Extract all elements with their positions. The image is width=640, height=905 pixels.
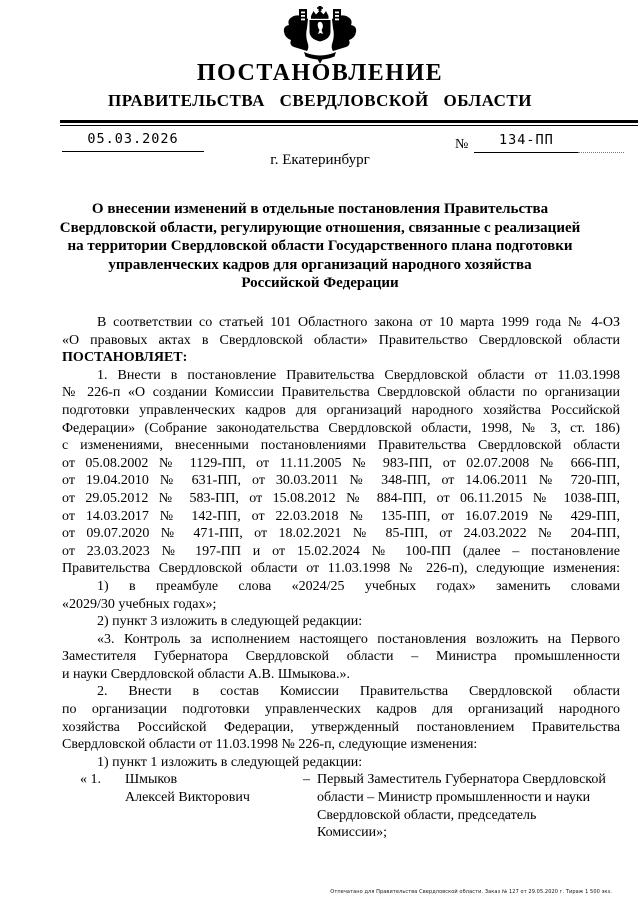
org-name-heading: ПРАВИТЕЛЬСТВА СВЕРДЛОВСКОЙ ОБЛАСТИ bbox=[108, 91, 532, 110]
text-line: ПОСТАНОВЛЯЕТ: bbox=[62, 350, 188, 366]
text-line: Свердловской области, регулирующие отношения, связанные с реализацией bbox=[59, 219, 581, 236]
decree-title bbox=[22, 200, 618, 293]
text-line: по организации подготовки управленческих кадров для организаций народного bbox=[62, 702, 620, 718]
text-line: № 226-п «О создании Комиссии Правительства Свердловской области по организации bbox=[62, 385, 620, 401]
text-line: Свердловской области, председатель bbox=[317, 807, 537, 823]
text-line: О внесении изменений в отдельные постановления Правительства bbox=[91, 201, 549, 217]
text-line: Первый Заместитель Губернатора Свердловской bbox=[317, 772, 606, 788]
decree-body bbox=[62, 314, 620, 842]
header-rule bbox=[60, 120, 638, 126]
text-line: от 23.03.2023 № 197-ПП и от 15.02.2024 № 100-ПП (далее – постановление bbox=[62, 543, 620, 559]
date-field: 05.03.2026 bbox=[62, 131, 204, 152]
text-line: области – Министр промышленности и науки bbox=[317, 790, 591, 806]
text-line: «О правовых актах в Свердловской области» Правительство Свердловской области bbox=[62, 332, 620, 348]
body-lines bbox=[62, 314, 620, 771]
dash-separator: – bbox=[303, 772, 310, 788]
text-line: 1. Внести в постановление Правительства Свердловской области от 11.03.1998 bbox=[97, 367, 620, 383]
text-line: В соответствии со статьей 101 Областного закона от 10 марта 1999 года № 4-ОЗ bbox=[97, 315, 620, 330]
imprint-footnote: Отпечатано для Правительства Свердловской области. Заказ № 127 от 29.05.2020 г. Тираж 1 500 экз. bbox=[330, 889, 612, 895]
text-line: и науки Свердловской области А.В. Шмыкова.». bbox=[62, 666, 350, 682]
text-line: Свердловской области от 11.03.1998 № 226-п, следующие изменения: bbox=[62, 737, 478, 753]
text-line: от 09.07.2020 № 471-ПП, от 18.02.2021 № 85-ПП, от 24.03.2022 № 204-ПП, bbox=[62, 526, 620, 542]
text-line: Заместителя Губернатора Свердловской области – Министра промышленности bbox=[62, 649, 620, 665]
member-name-cell bbox=[125, 771, 303, 841]
number-group bbox=[455, 131, 624, 153]
text-line: подготовки управленческих кадров для организаций народного хозяйства Российской bbox=[62, 402, 620, 418]
text-line: от 29.05.2012 № 583-ПП, от 15.08.2012 № 884-ПП, от 06.11.2015 № 1038-ПП, bbox=[62, 490, 620, 506]
text-line: Алексей Викторович bbox=[125, 790, 250, 806]
number-underline-extension bbox=[578, 131, 624, 153]
text-line: Правительства Свердловской области от 11.03.1998 № 226-п), следующие изменения: bbox=[62, 561, 620, 577]
text-line: «2029/30 учебных годах»; bbox=[62, 596, 217, 612]
text-line: «3. Контроль за исполнением настоящего постановления возложить на Первого bbox=[97, 631, 620, 647]
text-line: управленческих кадров для организаций народного хозяйства bbox=[108, 256, 532, 273]
text-line: хозяйства Российской Федерации, утвержденный постановлением Правительства bbox=[62, 719, 620, 735]
text-line: Комиссии»; bbox=[317, 825, 388, 841]
text-line: Шмыков bbox=[125, 772, 178, 788]
text-line: 1) в преамбуле слова «2024/25 учебных годах» заменить словами bbox=[97, 578, 620, 594]
appointment-table bbox=[80, 771, 620, 841]
doc-type-heading: ПОСТАНОВЛЕНИЕ bbox=[196, 60, 444, 86]
text-line: от 14.03.2017 № 142-ПП, от 22.03.2018 № 135-ПП, от 16.07.2019 № 429-ПП, bbox=[62, 508, 620, 524]
row-number-cell: « 1. bbox=[80, 772, 101, 788]
text-line: от 05.08.2002 № 1129-ПП, от 11.11.2005 № 983-ПП, от 02.07.2008 № 666-ПП, bbox=[62, 455, 620, 471]
text-line: 2. Внести в состав Комиссии Правительства Свердловской области bbox=[97, 684, 620, 700]
number-field: 134-ПП bbox=[474, 132, 578, 153]
text-line: с изменениями, внесенными постановлениями Правительства Свердловской области bbox=[62, 438, 620, 454]
text-line: 2) пункт 3 изложить в следующей редакции: bbox=[97, 614, 363, 630]
text-line: на территории Свердловской области Государственного плана подготовки bbox=[67, 238, 573, 254]
text-line: от 19.04.2010 № 631-ПП, от 30.03.2011 № 348-ПП, от 14.06.2011 № 720-ПП, bbox=[62, 473, 620, 489]
member-position-cell bbox=[317, 771, 620, 841]
coat-of-arms bbox=[278, 6, 362, 64]
text-line: Федерации» (Собрание законодательства Свердловской области, 1998, № 3, ст. 186) bbox=[62, 420, 620, 436]
number-sign: № bbox=[455, 137, 469, 152]
city-label: г. Екатеринбург bbox=[270, 152, 370, 168]
text-line: Российской Федерации bbox=[241, 275, 399, 291]
text-line: 1) пункт 1 изложить в следующей редакции: bbox=[97, 754, 363, 770]
